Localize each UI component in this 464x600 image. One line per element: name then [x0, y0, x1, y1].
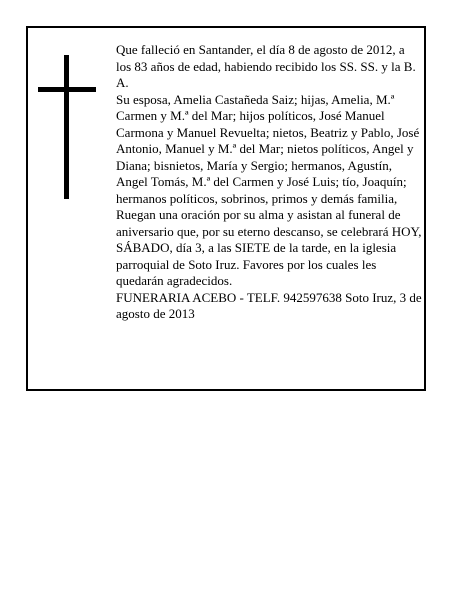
- obituary-notice: [26, 26, 426, 391]
- funeral-request: Ruegan una oración por su alma y asistan al funeral de aniversario que, por su eterno descanso, se celebrará HOY, SÁBADO, día 3, a las SIETE de la tarde, en la iglesia parroquial de Soto Iruz. Favores por los cuales les quedarán agradecidos.: [116, 207, 422, 288]
- cross-horizontal-bar: [38, 87, 96, 92]
- funeral-home-line: FUNERARIA ACEBO - TELF. 942597638 Soto Iruz, 3 de agosto de 2013: [116, 289, 422, 321]
- family-list: Su esposa, Amelia Castañeda Saiz; hijas, Amelia, M.ª Carmen y M.ª del Mar; hijos políticos, José Manuel Carmona y Manuel Revuelta; nietos, Beatriz y Pablo, José Antonio, Manuel y M.ª del Mar; nietos políticos, Angel y Diana; bisnietos, María y Sergio; hermanos, Agustín, Angel Tomás, M.ª del Carmen y José Luis; tío, Joaquín; hermanos políticos, sobrinos, primos y demás familia,: [116, 91, 420, 206]
- obituary-text: [116, 42, 422, 323]
- death-announcement: Que falleció en Santander, el día 8 de agosto de 2012, a los 83 años de edad, habiendo recibido los SS. SS. y la B. A.: [116, 42, 416, 90]
- cross-icon: [38, 55, 96, 199]
- cross-vertical-bar: [64, 55, 69, 199]
